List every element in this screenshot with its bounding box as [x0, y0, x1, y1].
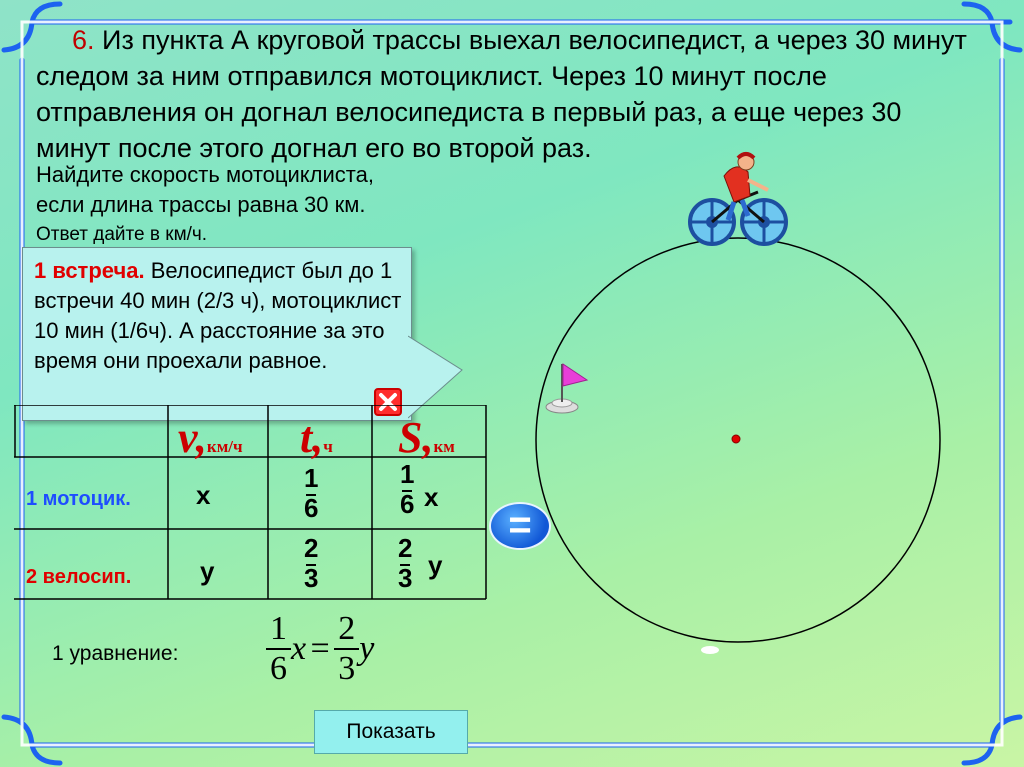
- equation-right-fraction: $\frac{2}{3}$: [334, 610, 359, 688]
- equation-right-var: y: [359, 630, 375, 667]
- track-center-dot: [732, 435, 740, 443]
- row2-distance-var: y: [428, 550, 443, 580]
- row1-time-fraction: 1 6: [304, 463, 319, 523]
- row1-speed: x: [196, 480, 211, 510]
- header-speed: v,км/ч: [178, 413, 243, 462]
- equation-label: 1 уравнение:: [52, 642, 179, 665]
- header-distance: S,км: [398, 413, 455, 462]
- equation-equals: =: [310, 630, 330, 667]
- cyclist-icon: [690, 154, 786, 244]
- equation: [266, 610, 374, 688]
- row2-time-fraction: 2 3: [304, 533, 319, 593]
- row-label-motorcyclist: 1 мотоцик.: [26, 488, 131, 510]
- callout-text: [34, 256, 404, 376]
- question-line-1: Найдите скорость мотоциклиста,: [36, 162, 374, 187]
- callout-heading: 1 встреча.: [34, 258, 145, 283]
- row1-distance-var: x: [424, 482, 439, 512]
- row2-distance-fraction: 2 3: [398, 533, 413, 593]
- show-button[interactable]: Показать: [314, 710, 468, 754]
- track-marker: [701, 646, 719, 654]
- header-time: t,ч: [300, 413, 333, 462]
- equation-left-var: x: [291, 630, 307, 667]
- row-label-cyclist: 2 велосип.: [26, 566, 132, 588]
- equation-left-fraction: $\frac{1}{6}$: [266, 610, 291, 688]
- equals-button[interactable]: =: [489, 502, 551, 550]
- row1-distance-fraction: 1 6: [400, 459, 415, 519]
- row2-speed: y: [200, 556, 215, 586]
- callout-body: Велосипедист был до 1 встречи 40 мин (2/3 ч), мотоциклист 10 мин (1/6ч). А расстояние за это время они проехали равное.: [34, 258, 402, 373]
- problem-body: Из пункта А круговой трассы выехал велосипедист, а через 30 минут следом за ним отправился мотоциклист. Через 10 минут после отправления он догнал велосипедиста в первый раз, а еще через 30 минут после этого догнал его во второй раз.: [36, 25, 967, 163]
- flag-icon: [546, 364, 587, 413]
- track-diagram: [520, 140, 990, 670]
- problem-number: 6.: [72, 25, 95, 55]
- answer-hint: Ответ дайте в км/ч.: [36, 224, 208, 245]
- question-line-2: если длина трассы равна 30 км.: [36, 192, 366, 217]
